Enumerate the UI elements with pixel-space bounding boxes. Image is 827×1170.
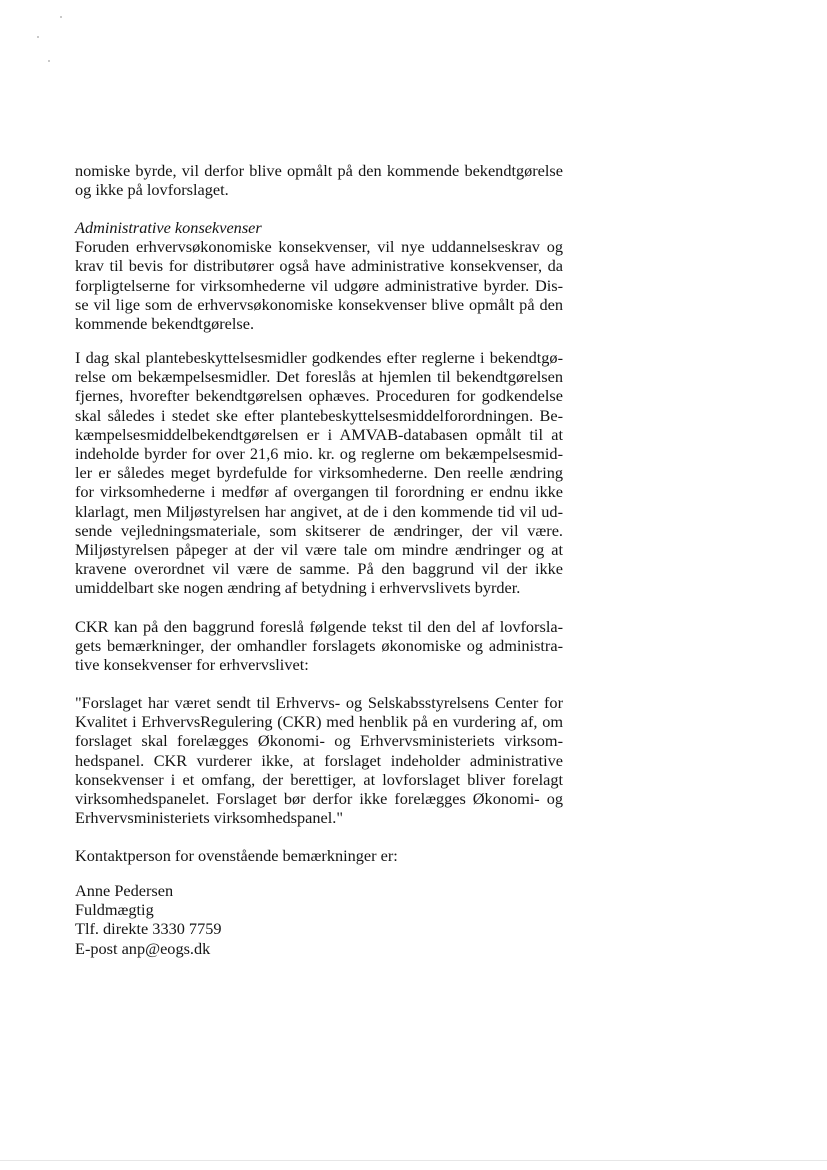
text-line: relse om bekæmpelsesmidler. Det foreslås at hjemlen til bekendtgørelsen (75, 367, 563, 387)
paragraph-byrde-continuation (75, 161, 563, 199)
paragraph-plantebeskyttelsesmidler (75, 348, 563, 598)
quoted-proposal-text (75, 693, 563, 827)
contact-name: Anne Pedersen (75, 881, 174, 900)
scan-speck (48, 60, 50, 62)
text-line: kommende bekendtgørelse. (75, 314, 255, 334)
section-heading: Administrative konsekvenser (75, 218, 262, 237)
contact-title: Fuldmægtig (75, 900, 154, 920)
text-line: kravene overordnet vil være de samme. På den baggrund vil der ikke (75, 559, 563, 579)
text-line: umiddelbart ske nogen ændring af betydning i erhvervslivets byrder. (75, 578, 521, 598)
scan-bottom-edge (0, 1160, 827, 1161)
section-administrative-consequences (75, 218, 563, 333)
contact-intro (75, 846, 563, 865)
contact-email: E-post anp@eogs.dk (75, 938, 211, 958)
text-line: forpligtelserne for virksomhederne vil udgøre administrative byrder. Dis- (75, 275, 563, 295)
text-line: Foruden erhvervsøkonomiske konsekvenser, vil nye uddannelseskrav og (75, 237, 563, 257)
text-line: og ikke på lovforslaget. (75, 180, 229, 200)
text-line: for virksomhederne i medfør af overgangen til forordning er endnu ikke (75, 482, 563, 502)
text-line: ler er således meget byrdefulde for virksomhederne. Den reelle ændring (75, 463, 563, 483)
text-line: CKR kan på den baggrund foreslå følgende tekst til den del af lovforsla- (75, 617, 563, 636)
text-line: sende vejledningsmateriale, som skitserer de ændringer, der vil være. (75, 520, 563, 540)
text-line: konsekvenser i et omfang, der berettiger, at lovforslaget bliver forelagt (75, 769, 563, 789)
text-line: forslaget skal forelægges Økonomi- og Erhvervsministeriets virksom- (75, 731, 563, 751)
paragraph-ckr-proposal (75, 617, 563, 675)
text-line: indeholde byrder for over 21,6 mio. kr. og reglerne om bekæmpelsesmid- (75, 444, 563, 464)
text-line: gets bemærkninger, der omhandler forslagets økonomiske og administra- (75, 636, 563, 656)
scan-speck (60, 16, 62, 18)
text-line: Kvalitet i ErhvervsRegulering (CKR) med henblik på en vurdering af, om (75, 712, 563, 732)
scan-speck (37, 36, 39, 38)
text-line: I dag skal plantebeskyttelsesmidler godkendes efter reglerne i bekendtgø- (75, 348, 563, 367)
contact-intro-text: Kontaktperson for ovenstående bemærkninger er: (75, 846, 398, 865)
text-line: krav til bevis for distributører også have administrative konsekvenser, da (75, 256, 563, 276)
contact-block (75, 881, 563, 958)
text-line: virksomhedspanelet. Forslaget bør derfor ikke forelægges Økonomi- og (75, 789, 563, 809)
text-line: nomiske byrde, vil derfor blive opmålt på den kommende bekendtgørelse (75, 161, 563, 180)
text-line: kæmpelsesmiddelbekendtgørelsen er i AMVAB-databasen opmålt til at (75, 424, 563, 444)
text-line: se vil lige som de erhvervsøkonomiske konsekvenser blive opmålt på den (75, 294, 563, 314)
text-line: hedspanel. CKR vurderer ikke, at forslaget indeholder administrative (75, 750, 563, 770)
text-line: tive konsekvenser for erhvervslivet: (75, 655, 309, 675)
text-line: Erhvervsministeriets virksomhedspanel." (75, 808, 343, 828)
text-line: fjernes, hvorefter bekendtgørelsen ophæves. Proceduren for godkendelse (75, 386, 563, 406)
text-line: skal således i stedet ske efter plantebeskyttelsesmiddelforordningen. Be- (75, 405, 563, 425)
text-line: "Forslaget har været sendt til Erhvervs- og Selskabsstyrelsens Center for (75, 693, 563, 712)
contact-phone: Tlf. direkte 3330 7759 (75, 919, 222, 939)
text-line: Miljøstyrelsen påpeger at der vil være tale om mindre ændringer og at (75, 540, 563, 560)
text-line: klarlagt, men Miljøstyrelsen har angivet, at de i den kommende tid vil ud- (75, 501, 563, 521)
